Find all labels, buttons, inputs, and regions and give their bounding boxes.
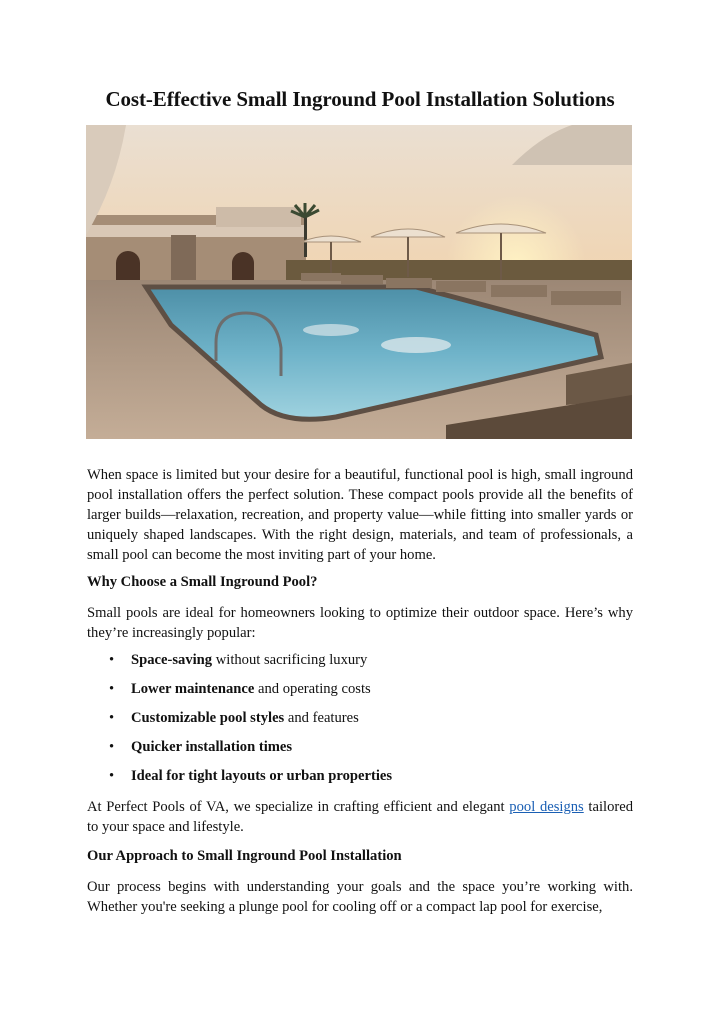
list-item <box>87 737 633 766</box>
list-item <box>87 708 633 737</box>
list-item-bold: Customizable pool styles <box>131 710 285 726</box>
list-item <box>87 766 633 795</box>
closing-paragraph <box>87 797 633 837</box>
closing-text-after: tailored to your space and lifestyle. <box>87 799 634 835</box>
bullet-icon: • <box>109 710 115 726</box>
list-item <box>87 650 633 679</box>
section-paragraph-why-choose: Small pools are ideal for homeowners looking to optimize their outdoor space. Here’s why they’re increasingly popular: <box>87 605 633 641</box>
pool-designs-link[interactable]: pool designs <box>509 799 584 815</box>
closing-text-before: At Perfect Pools of VA, we specialize in crafting efficient and elegant <box>87 799 510 815</box>
section-paragraph-approach: Our process begins with understanding your goals and the space you’re working with. Whether you're seeking a plunge pool for cooling off or a compact lap pool for exercise, <box>87 879 633 915</box>
benefits-list <box>87 650 633 795</box>
bullet-icon: • <box>109 652 115 668</box>
hero-image <box>86 125 632 439</box>
section-heading-approach: Our Approach to Small Inground Pool Installation <box>87 848 402 864</box>
intro-paragraph: When space is limited but your desire for a beautiful, functional pool is high, small inground pool installation offers the perfect solution. These compact pools provide all the benefits of larger builds—relaxation, recreation, and property value—while fitting into smaller yards or uniquely shaped landscapes. With the right design, materials, and team of professionals, a small pool can become the most inviting part of your home. <box>87 467 633 563</box>
list-item-text: without sacrificing luxury <box>212 652 368 668</box>
list-item-bold: Quicker installation times <box>131 739 293 755</box>
list-item-text: and features <box>284 710 359 726</box>
bullet-icon: • <box>109 681 115 697</box>
list-item-text: and operating costs <box>254 681 371 697</box>
list-item <box>87 679 633 708</box>
section-heading-why-choose: Why Choose a Small Inground Pool? <box>87 574 318 590</box>
bullet-icon: • <box>109 768 115 784</box>
list-item-bold: Ideal for tight layouts or urban properties <box>131 768 393 784</box>
bullet-icon: • <box>109 739 115 755</box>
page-title: Cost-Effective Small Inground Pool Installation Solutions <box>105 87 615 111</box>
list-item-bold: Lower maintenance <box>131 681 255 697</box>
list-item-bold: Space-saving <box>131 652 213 668</box>
